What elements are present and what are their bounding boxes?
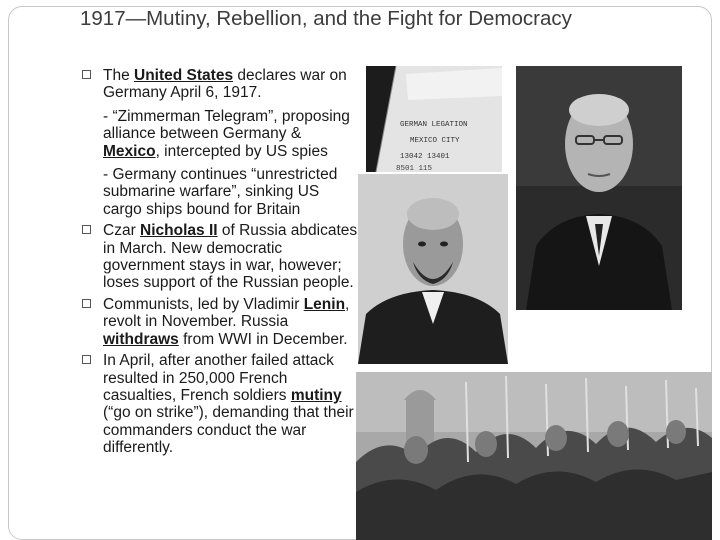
link-nicholas-ii[interactable]: Nicholas II (140, 222, 218, 240)
bullet-box-icon (82, 355, 91, 364)
bullet-box-icon (82, 70, 91, 79)
telegram-line-1: GERMAN LEGATION (400, 121, 468, 129)
bullet-list (80, 67, 362, 457)
telegram-image (366, 66, 502, 172)
bullet-text: Czar Nicholas II of Russia abdicates in March. New democratic government stays in war, however; loses support of the Russian people. (103, 222, 358, 292)
bullet-french-mutiny (80, 352, 362, 456)
sub-item-zimmerman: - “Zimmerman Telegram”, proposing alliance between Germany & Mexico, intercepted by US spies (103, 107, 350, 160)
bullet-communists-revolt (80, 296, 362, 348)
link-withdraws[interactable]: withdraws (103, 330, 179, 348)
sub-item-submarine: - Germany continues “unrestricted submarine warfare”, sinking US cargo ships bound for Britain (103, 166, 338, 218)
bullet-box-icon (82, 225, 91, 234)
link-united-states[interactable]: United States (134, 67, 234, 84)
lenin-portrait (358, 174, 508, 364)
telegram-numbers-2: 8501 115 (396, 165, 433, 172)
slide-title: 1917—Mutiny, Rebellion, and the Fight for Democracy (80, 7, 572, 30)
telegram-numbers-1: 13042 13401 (400, 153, 450, 161)
wilson-portrait (516, 66, 682, 310)
telegram-line-2: MEXICO CITY (410, 137, 460, 145)
bullet-us-declares-war (80, 67, 362, 218)
link-mexico[interactable]: Mexico (103, 142, 156, 160)
bullet-text: Communists, led by Vladimir Lenin, revolt in November. Russia withdraws from WWI in December. (103, 295, 350, 348)
link-lenin[interactable]: Lenin (303, 295, 346, 313)
bullet-box-icon (82, 299, 91, 308)
french-soldiers-photo (356, 372, 712, 540)
bullet-text: In April, after another failed attack resulted in 250,000 French casualties, French soldiers mutiny (“go on strike”), demanding that their commanders conduct the war differently. (103, 352, 354, 457)
link-mutiny[interactable]: mutiny (290, 386, 342, 404)
bullet-czar-abdicates (80, 222, 362, 292)
bullet-text: The United States declares war on Germany April 6, 1917. (103, 67, 347, 102)
